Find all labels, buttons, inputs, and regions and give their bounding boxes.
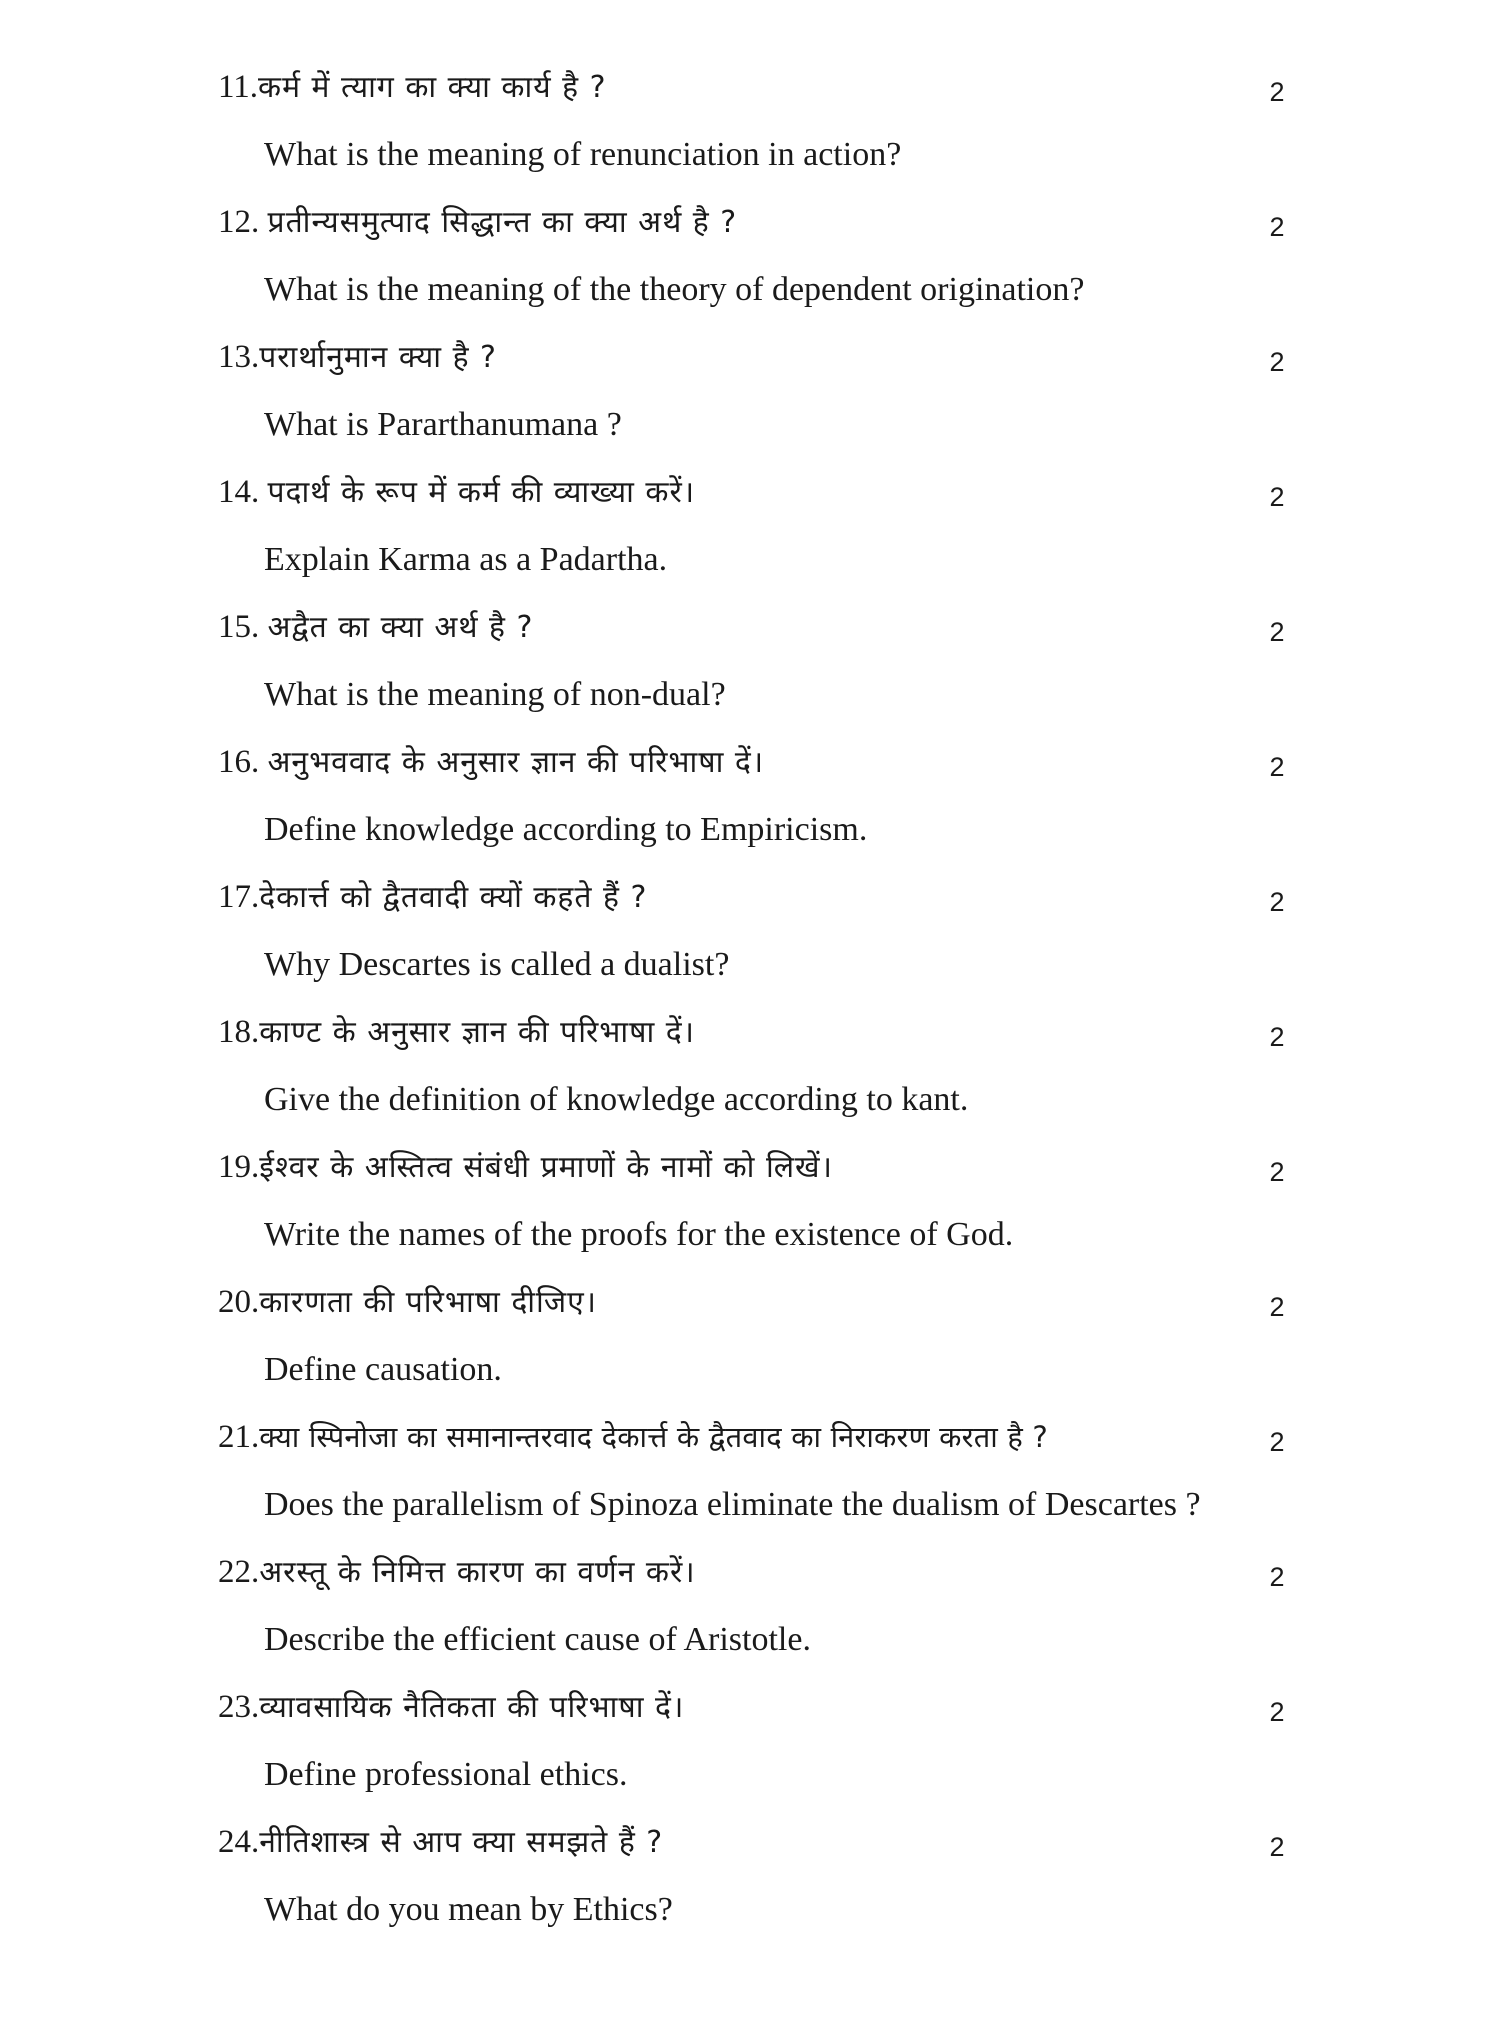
question-hindi-line	[218, 62, 1268, 112]
question-marks: 2	[1269, 752, 1285, 782]
question-english-text: Why Descartes is called a dualist?	[264, 946, 730, 983]
question-hindi-text: ईश्वर के अस्तित्व संबंधी प्रमाणों के नामों को लिखें।	[259, 1150, 833, 1185]
question-english-text: Describe the efficient cause of Aristotle.	[264, 1621, 811, 1658]
question-marks: 2	[1269, 1832, 1285, 1862]
question-marks: 2	[1269, 1427, 1285, 1457]
question-number: 21.	[218, 1419, 260, 1455]
question-hindi-line	[218, 1142, 1268, 1192]
question-marks: 2	[1269, 1562, 1285, 1592]
question-hindi-text: परार्थानुमान क्या है ?	[259, 340, 497, 375]
question-number: 16.	[218, 744, 268, 780]
question-number: 20.	[218, 1284, 260, 1320]
question-hindi-text: अरस्तू के निमित्त कारण का वर्णन करें।	[259, 1555, 696, 1590]
question-marks: 2	[1269, 77, 1285, 107]
question-hindi-text: व्यावसायिक नैतिकता की परिभाषा दें।	[259, 1690, 685, 1725]
question-hindi-line	[218, 1817, 1268, 1867]
question-marks: 2	[1269, 347, 1285, 377]
question-english-text: What is Pararthanumana ?	[264, 406, 622, 443]
question-hindi-line	[218, 872, 1268, 922]
question-marks: 2	[1269, 617, 1285, 647]
question-marks: 2	[1269, 1157, 1285, 1187]
question-number: 15.	[218, 609, 268, 645]
question-number: 22.	[218, 1554, 260, 1590]
question-hindi-line	[218, 197, 1268, 247]
question-english-text: Give the definition of knowledge according to kant.	[264, 1081, 969, 1118]
question-english-text: What is the meaning of renunciation in action?	[264, 136, 902, 173]
question-number: 14.	[218, 474, 268, 510]
question-hindi-text: अनुभववाद के अनुसार ज्ञान की परिभाषा दें।	[267, 745, 765, 780]
question-hindi-line	[218, 332, 1268, 382]
question-hindi-text: क्या स्पिनोजा का समानान्तरवाद देकार्त्त के द्वैतवाद का निराकरण करता है ?	[259, 1420, 1048, 1454]
question-hindi-line	[218, 1682, 1268, 1732]
question-number: 12.	[218, 204, 268, 240]
question-hindi-text: प्रतीन्यसमुत्पाद सिद्धान्त का क्या अर्थ है ?	[267, 205, 738, 240]
question-marks: 2	[1269, 887, 1285, 917]
question-english-text: What is the meaning of non-dual?	[264, 676, 726, 713]
question-hindi-line	[218, 467, 1268, 517]
question-hindi-line	[218, 1277, 1268, 1327]
question-marks: 2	[1269, 482, 1285, 512]
question-english-text: Define causation.	[264, 1351, 502, 1388]
question-hindi-text: नीतिशास्त्र से आप क्या समझते हैं ?	[259, 1825, 664, 1860]
question-number: 13.	[218, 339, 260, 375]
question-hindi-text: देकार्त्त को द्वैतवादी क्यों कहते हैं ?	[259, 880, 648, 915]
question-hindi-line	[218, 737, 1268, 787]
question-english-text: Explain Karma as a Padartha.	[264, 541, 668, 578]
question-number: 23.	[218, 1689, 260, 1725]
question-number: 18.	[218, 1014, 260, 1050]
question-english-text: Define professional ethics.	[264, 1756, 628, 1793]
question-hindi-text: पदार्थ के रूप में कर्म की व्याख्या करें।	[267, 475, 696, 510]
question-hindi-text: कर्म में त्याग का क्या कार्य है ?	[258, 70, 607, 105]
question-hindi-text: अद्वैत का क्या अर्थ है ?	[267, 610, 534, 645]
question-english-text: Write the names of the proofs for the existence of God.	[264, 1216, 1014, 1253]
question-number: 11.	[218, 69, 259, 105]
question-number: 19.	[218, 1149, 260, 1185]
question-hindi-line	[218, 602, 1268, 652]
question-hindi-text: कारणता की परिभाषा दीजिए।	[259, 1285, 598, 1320]
question-english-text: What is the meaning of the theory of dependent origination?	[264, 271, 1085, 308]
question-hindi-text: काण्ट के अनुसार ज्ञान की परिभाषा दें।	[259, 1015, 696, 1050]
question-marks: 2	[1269, 1292, 1285, 1322]
question-number: 24.	[218, 1824, 260, 1860]
question-english-text: What do you mean by Ethics?	[264, 1891, 673, 1928]
question-marks: 2	[1269, 1022, 1285, 1052]
question-marks: 2	[1269, 212, 1285, 242]
question-english-text: Does the parallelism of Spinoza eliminate the dualism of Descartes ?	[264, 1486, 1201, 1523]
question-hindi-line	[218, 1547, 1268, 1597]
question-hindi-line	[218, 1412, 1268, 1462]
question-english-text: Define knowledge according to Empiricism.	[264, 811, 868, 848]
question-marks: 2	[1269, 1697, 1285, 1727]
question-hindi-line	[218, 1007, 1268, 1057]
question-number: 17.	[218, 879, 260, 915]
